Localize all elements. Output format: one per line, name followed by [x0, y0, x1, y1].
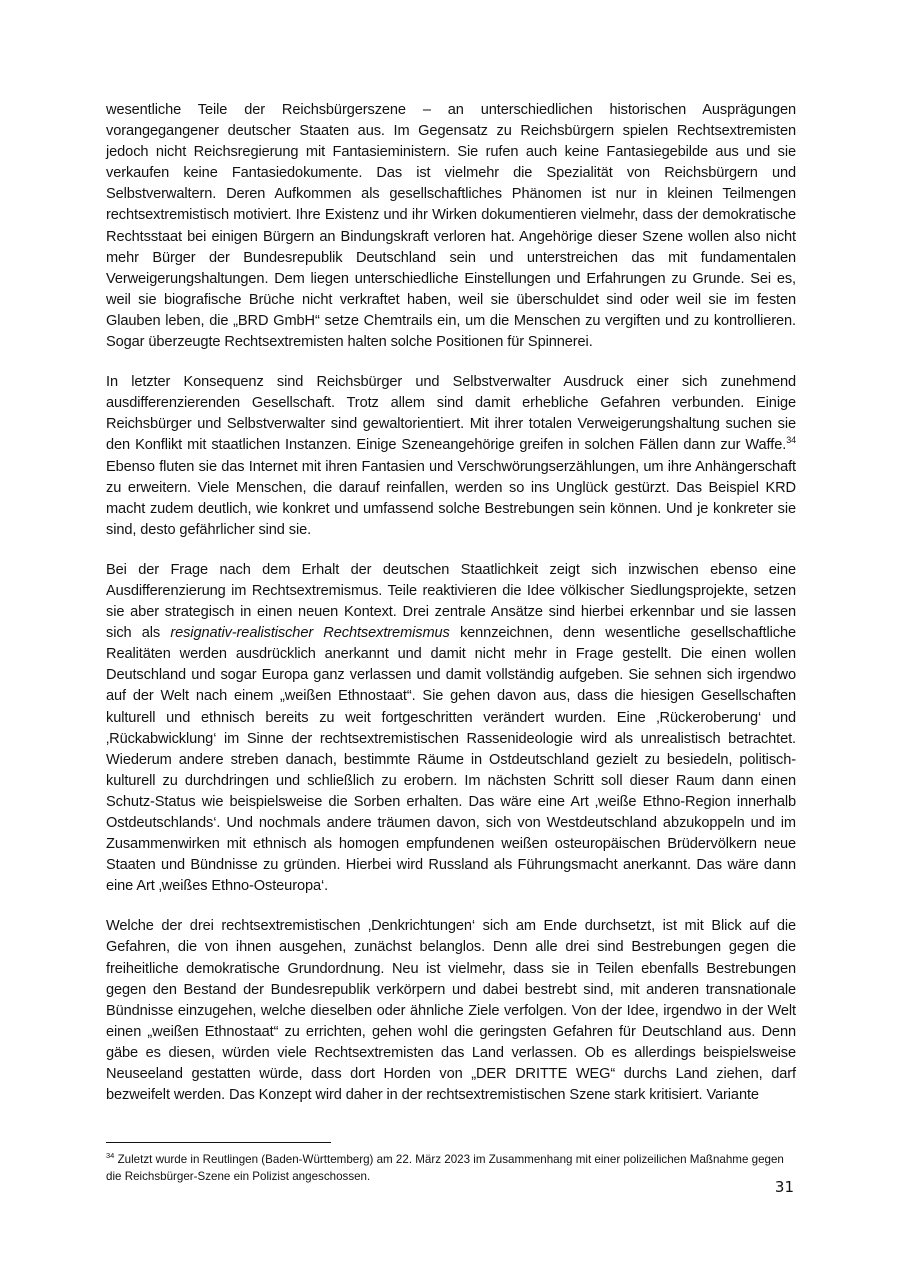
footnote [106, 1151, 796, 1185]
paragraph-4-text: Welche der drei rechtsextremistischen ‚Denkrichtungen‘ sich am Ende durchsetzt, ist mit Blick auf die Gefahren, die von ihnen ausgehen, zunächst belanglos. Denn alle drei sind Bestrebungen gegen die freiheitliche demokratische Grundordnung. Neu ist vielmehr, dass sie in Teilen ebenfalls Bestrebungen gegen den Bestand der Bundesrepublik verkörpern und dabei bestrebt sind, mit anderen transnationale Bündnisse einzugehen, welche dieselben oder ähnliche Ziele verfolgen. Von der Idee, irgendwo in der Welt einen „weißen Ethnostaat“ zu errichten, gehen wohl die geringsten Gefahren für Deutschland aus. Denn gäbe es diesen, würden viele Rechtsextremisten das Land verlassen. Ob es allerdings beispielsweise Neuseeland gestatten würde, dass dort Horden von „DER DRITTE WEG“ durchs Land ziehen, darf bezweifelt werden. Das Konzept wird daher in der rechtsextremistischen Szene stark kritisiert. Variante [106, 918, 796, 1104]
paragraph-3 [106, 560, 796, 898]
footnote-number: 34 [106, 1151, 115, 1161]
paragraph-1-text: wesentliche Teile der Reichsbürgerszene – an unterschiedlichen historischen Ausprägungen vorangegangener deutscher Staaten aus. Im Gegensatz zu Reichsbürgern spielen Rechtsextremisten jedoch nicht Reichsregierung mit Fantasieministern. Sie rufen auch keine Fantasiegebilde aus und sie verkaufen keine Fantasiedokumente. Das ist vielmehr die Spezialität von Reichsbürgern und Selbstverwaltern. Deren Aufkommen als gesellschaftliches Phänomen ist nur in kleinen Teilmengen rechtsextremistisch motiviert. Ihre Existenz und ihr Wirken dokumentieren vielmehr, dass der demokratische Rechtsstaat bei einigen Bürgern an Bindungskraft verloren hat. Angehörige dieser Szene wollen also nicht mehr Bürger der Bundesrepublik Deutschland sein und unterstreichen das mit fundamentalen Verweigerungshaltungen. Dem liegen unterschiedliche Einstellungen und Erfahrungen zu Grunde. Sei es, weil sie biografische Brüche nicht verkraftet haben, weil sie überschuldet sind oder weil sie im festen Glauben leben, die „BRD GmbH“ setze Chemtrails ein, um die Menschen zu vergiften und zu kontrollieren. Sogar überzeugte Rechtsextremisten halten solche Positionen für Spinnerei. [106, 102, 796, 351]
footnote-reference-34[interactable]: 34 [786, 435, 796, 446]
paragraph-2-text-b: Ebenso fluten sie das Internet mit ihren Fantasien und Verschwörungserzählungen, um ihre Anhängerschaft zu erweitern. Viele Menschen, die darauf reinfallen, werden so ins Unglück gestürzt. Das Beispiel KRD macht zudem deutlich, wie konkret und umfassend solche Bestrebungen sein können. Und je konkreter sie sind, desto gefährlicher sind sie. [106, 458, 796, 538]
paragraph-2-text-a: In letzter Konsequenz sind Reichsbürger und Selbstverwalter Ausdruck einer sich zunehmend ausdifferenzierenden Gesellschaft. Trotz allem sind damit erhebliche Gefahren verbunden. Einige Reichsbürger und Selbstverwalter sind gewaltorientiert. Mit ihrer totalen Verweigerungshaltung suchen sie den Konflikt mit staatlichen Instanzen. Einige Szeneangehörige greifen in solchen Fällen dann zur Waffe. [106, 374, 796, 454]
paragraph-3-text-b: kennzeichnen, denn wesentliche gesellschaftliche Realitäten werden ausdrücklich anerkannt und damit nicht mehr in Frage gestellt. Die einen wollen Deutschland und sogar Europa ganz verlassen und damit vollständig aufgeben. Sie sehnen sich irgendwo auf der Welt nach einem „weißen Ethnostaat“. Sie gehen davon aus, dass die hiesigen Gesellschaften kulturell und ethnisch bereits zu weit fortgeschritten verändert wurden. Eine ‚Rückeroberung‘ und ‚Rückabwicklung‘ im Sinne der rechtsextremistischen Rassenideologie wird als unrealistisch betrachtet. Wiederum andere streben danach, bestimmte Räume in Ostdeutschland gezielt zu besiedeln, politisch-kulturell zu durchdringen und schließlich zu erobern. Im nächsten Schritt soll dieser Raum dann einen Schutz-Status wie beispielsweise die Sorben erhalten. Das wäre eine Art ‚weiße Ethno-Region innerhalb Ostdeutschlands‘. Und nochmals andere träumen davon, sich von Westdeutschland abzukoppeln und im Zusammenwirken mit ethnisch als homogen empfundenen weißen osteuropäischen Brüdervölkern neue Staaten und Bündnisse zu gründen. Hierbei wird Russland als Führungsmacht anerkannt. Das wäre dann eine Art ‚weißes Ethno-Osteuropa‘. [106, 625, 796, 895]
paragraph-4 [106, 916, 796, 1106]
paragraph-2 [106, 372, 796, 541]
body-text [106, 100, 796, 1106]
paragraph-3-emphasis: resignativ-realistischer Rechtsextremismus [170, 625, 450, 642]
footnote-text: Zuletzt wurde in Reutlingen (Baden-Württemberg) am 22. März 2023 im Zusammenhang mit einer polizeilichen Maßnahme gegen die Reichsbürger-Szene ein Polizist angeschossen. [106, 1153, 784, 1183]
paragraph-3-text-a: Bei der Frage nach dem Erhalt der deutschen Staatlichkeit zeigt sich inzwischen ebenso eine Ausdifferenzierung im Rechtsextremismus. Teile reaktivieren die Idee völkischer Siedlungsprojekte, setzen sie aber strategisch in einen neuen Kontext. Drei zentrale Ansätze sind hierbei erkennbar und sie lassen sich als [106, 561, 796, 642]
footnote-separator [106, 1142, 331, 1143]
paragraph-1 [106, 100, 796, 353]
page-number: 31 [774, 1178, 794, 1196]
